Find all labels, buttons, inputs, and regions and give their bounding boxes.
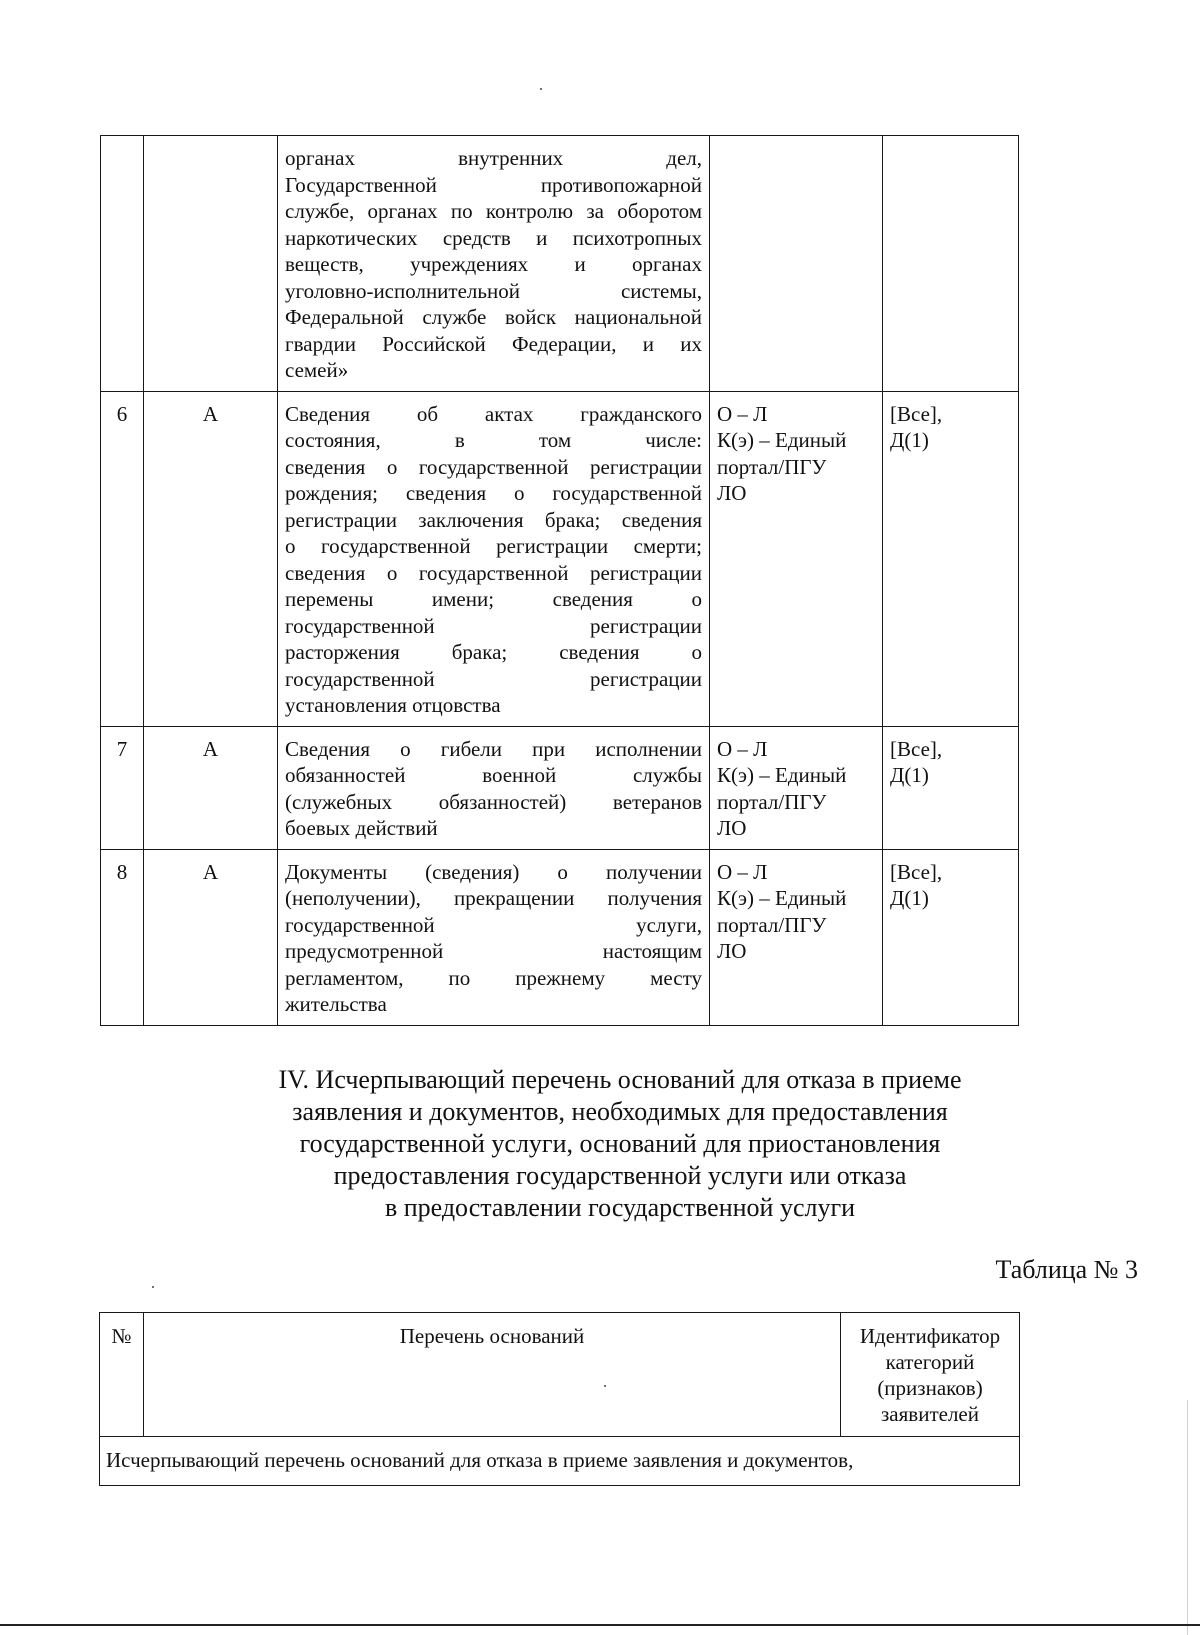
applicant-line: Д(1) xyxy=(890,763,929,787)
header-id-line: заявителей xyxy=(881,1402,979,1426)
form-line: О – Л xyxy=(717,859,768,884)
row-code xyxy=(144,136,278,392)
row-submission-form xyxy=(710,849,883,1025)
documents-table-body xyxy=(101,136,1019,1026)
form-line: ЛО xyxy=(717,816,747,840)
row-number: 6 xyxy=(101,391,144,726)
row-number: 8 xyxy=(101,849,144,1025)
description-line: Федеральной службе войск национальной xyxy=(285,305,702,329)
description-line: государственной регистрации xyxy=(285,666,702,691)
row-document-description xyxy=(278,849,710,1025)
row-applicant-category xyxy=(883,726,1019,849)
section-title-line: в предоставлении государственной услуги xyxy=(384,1193,856,1222)
description-line: (служебных обязанностей) ветеранов xyxy=(285,789,702,814)
header-id-line: (признаков) xyxy=(877,1376,983,1400)
header-applicant-id xyxy=(841,1313,1020,1437)
table-row xyxy=(100,1437,1020,1486)
description-line: состояния, в том числе: xyxy=(285,428,702,452)
description-line: гвардии Российской Федерации, и их xyxy=(285,331,702,356)
description-line: регламентом, по прежнему месту xyxy=(285,965,702,990)
description-line: сведения о государственной регистрации xyxy=(285,560,702,585)
table-row xyxy=(101,726,1019,849)
scan-speck xyxy=(540,88,542,90)
description-line: обязанностей военной службы xyxy=(285,763,702,787)
description-line: уголовно-исполнительной системы, xyxy=(285,278,702,303)
scan-edge xyxy=(1187,1400,1188,1635)
row-number: 7 xyxy=(101,726,144,849)
row-document-description xyxy=(278,136,710,392)
description-line: органах внутренних дел, xyxy=(285,146,702,170)
row-applicant-category xyxy=(883,849,1019,1025)
header-id-line: Идентификатор xyxy=(859,1324,1001,1348)
description-line: Сведения о гибели при исполнении xyxy=(285,736,702,761)
refusal-grounds-table xyxy=(99,1312,1020,1486)
section-title-line: IV. Исчерпывающий перечень оснований для отказа в приеме xyxy=(278,1065,962,1094)
header-grounds-list: Перечень оснований xyxy=(144,1313,841,1437)
section-title-line: заявления и документов, необходимых для предоставления xyxy=(292,1097,948,1126)
scan-bottom-line xyxy=(0,1624,1200,1626)
applicant-line: [Все], xyxy=(890,859,943,884)
table-row xyxy=(101,391,1019,726)
description-line: сведения о государственной регистрации xyxy=(285,454,702,479)
description-line: Государственной противопожарной xyxy=(285,172,702,197)
form-line: К(э) – Единый xyxy=(717,428,847,452)
applicant-line: Д(1) xyxy=(890,886,929,910)
row-document-description xyxy=(278,726,710,849)
form-line: портал/ПГУ xyxy=(717,789,827,814)
header-id-line: категорий xyxy=(885,1350,975,1374)
description-line: государственной услуги, xyxy=(285,912,702,937)
row-submission-form xyxy=(710,391,883,726)
description-line: перемены имени; сведения о xyxy=(285,587,702,611)
form-line: портал/ПГУ xyxy=(717,912,827,937)
description-line: установления отцовства xyxy=(285,693,501,717)
table-row xyxy=(101,849,1019,1025)
description-line: расторжения брака; сведения о xyxy=(285,640,702,664)
applicant-line: Д(1) xyxy=(890,428,929,452)
description-line: жительства xyxy=(285,992,387,1016)
row-applicant-category xyxy=(883,136,1019,392)
scan-speck xyxy=(604,1385,606,1387)
row-code: А xyxy=(144,849,278,1025)
row-number xyxy=(101,136,144,392)
applicant-line: [Все], xyxy=(890,736,943,761)
form-line: К(э) – Единый xyxy=(717,886,847,910)
applicant-line: [Все], xyxy=(890,401,943,426)
row-code: А xyxy=(144,726,278,849)
form-line: ЛО xyxy=(717,481,747,505)
form-line: К(э) – Единый xyxy=(717,763,847,787)
form-line: О – Л xyxy=(717,401,768,426)
description-line: государственной регистрации xyxy=(285,613,702,638)
section-span-row: Исчерпывающий перечень оснований для отказа в приеме заявления и документов, xyxy=(100,1437,1020,1486)
description-line: Документы (сведения) о получении xyxy=(285,859,702,884)
row-submission-form xyxy=(710,136,883,392)
table-label: Таблица № 3 xyxy=(995,1255,1138,1284)
form-line: ЛО xyxy=(717,939,747,963)
table-header-row xyxy=(100,1313,1020,1437)
scan-speck xyxy=(152,1286,154,1288)
description-line: регистрации заключения брака; сведения xyxy=(285,507,702,532)
form-line: О – Л xyxy=(717,736,768,761)
description-line: о государственной регистрации смерти; xyxy=(285,534,702,558)
form-line: портал/ПГУ xyxy=(717,454,827,479)
header-number: № xyxy=(100,1313,144,1437)
description-line: боевых действий xyxy=(285,816,438,840)
description-line: веществ, учреждениях и органах xyxy=(285,252,702,276)
description-line: рождения; сведения о государственной xyxy=(285,481,702,505)
table-row xyxy=(101,136,1019,392)
row-code: А xyxy=(144,391,278,726)
section-title-line: государственной услуги, оснований для приостановления xyxy=(299,1129,941,1158)
description-line: предусмотренной настоящим xyxy=(285,939,702,963)
section-title-line: предоставления государственной услуги или отказа xyxy=(333,1161,907,1190)
section-title xyxy=(200,1064,1040,1224)
row-submission-form xyxy=(710,726,883,849)
row-document-description xyxy=(278,391,710,726)
description-line: Сведения об актах гражданского xyxy=(285,401,702,426)
description-line: службе, органах по контролю за оборотом xyxy=(285,199,702,223)
documents-table xyxy=(100,135,1019,1026)
row-applicant-category xyxy=(883,391,1019,726)
description-line: семей» xyxy=(285,358,349,382)
description-line: (неполучении), прекращении получения xyxy=(285,886,702,910)
description-line: наркотических средств и психотропных xyxy=(285,225,702,250)
